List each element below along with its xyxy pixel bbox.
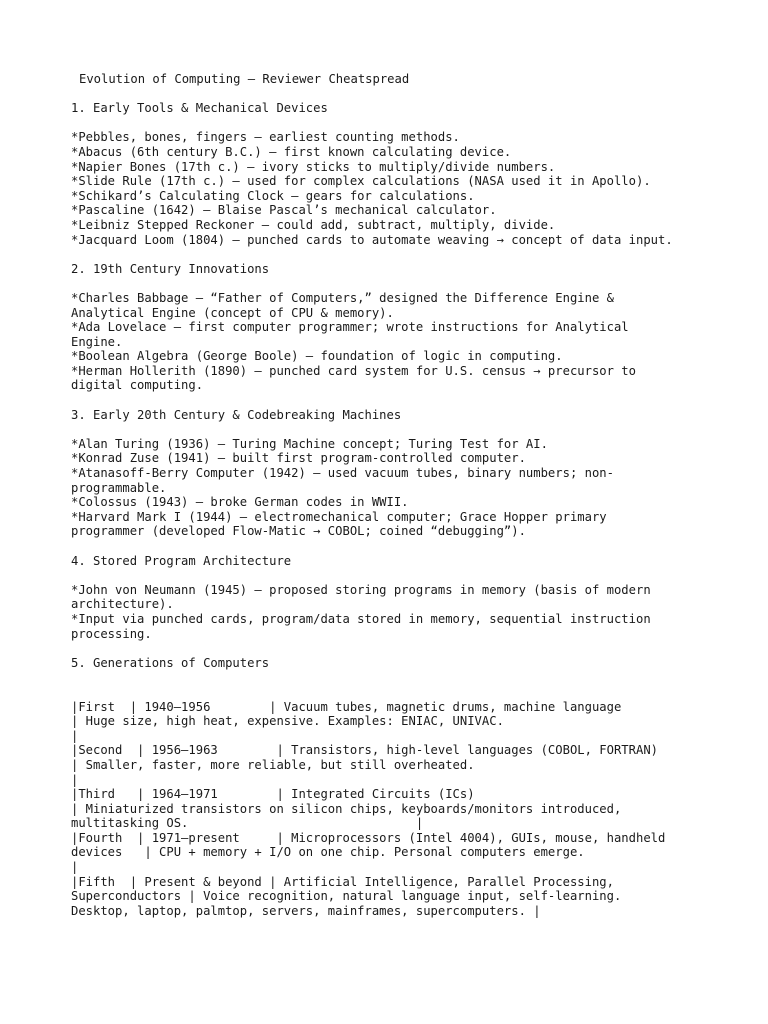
table-row: |First | 1940–1956 | Vacuum tubes, magnetic drums, machine language xyxy=(71,699,622,714)
table-row: | xyxy=(71,772,79,787)
list-item: programmable. xyxy=(71,480,167,495)
list-item: *Input via punched cards, program/data stored in memory, sequential instruction xyxy=(71,611,651,626)
table-row: Desktop, laptop, palmtop, servers, mainframes, supercomputers. | xyxy=(71,903,541,918)
table-row: | Smaller, faster, more reliable, but still overheated. xyxy=(71,757,475,772)
list-item: *Konrad Zuse (1941) – built first program-controlled computer. xyxy=(71,451,526,466)
list-item: *Colossus (1943) – broke German codes in WWII. xyxy=(71,495,409,510)
document-page xyxy=(71,72,751,918)
table-row: devices | CPU + memory + I/O on one chip. Personal computers emerge. xyxy=(71,845,585,860)
table-row: | Miniaturized transistors on silicon chips, keyboards/monitors introduced, xyxy=(71,801,622,816)
table-row: | xyxy=(71,728,79,743)
list-item: *Atanasoff-Berry Computer (1942) – used vacuum tubes, binary numbers; non- xyxy=(71,466,614,481)
list-item: architecture). xyxy=(71,597,174,612)
list-item: Engine. xyxy=(71,334,123,349)
table-row: |Second | 1956–1963 | Transistors, high-level languages (COBOL, FORTRAN) xyxy=(71,743,658,758)
list-item: processing. xyxy=(71,626,152,641)
list-item: programmer (developed Flow-Matic → COBOL; coined “debugging”). xyxy=(71,524,526,539)
section-heading-stored-program: 4. Stored Program Architecture xyxy=(71,553,292,568)
section-heading-19th-century: 2. 19th Century Innovations xyxy=(71,261,270,276)
table-row: Superconductors | Voice recognition, natural language input, self-learning. xyxy=(71,889,622,904)
list-item: *Napier Bones (17th c.) – ivory sticks to multiply/divide numbers. xyxy=(71,159,556,174)
list-item: *Charles Babbage – “Father of Computers,” designed the Difference Engine & xyxy=(71,290,614,305)
table-row: | xyxy=(71,860,79,875)
list-item: *Schikard’s Calculating Clock – gears for calculations. xyxy=(71,188,475,203)
list-item: *Slide Rule (17th c.) – used for complex calculations (NASA used it in Apollo). xyxy=(71,174,651,189)
list-item: *Jacquard Loom (1804) – punched cards to automate weaving → concept of data input. xyxy=(71,232,673,247)
list-item: *Leibniz Stepped Reckoner – could add, subtract, multiply, divide. xyxy=(71,217,556,232)
generations-table xyxy=(71,700,751,919)
list-item: *Ada Lovelace – first computer programmer; wrote instructions for Analytical xyxy=(71,320,629,335)
list-item: *John von Neumann (1945) – proposed storing programs in memory (basis of modern xyxy=(71,582,651,597)
list-item: *Alan Turing (1936) – Turing Machine concept; Turing Test for AI. xyxy=(71,436,548,451)
list-item: *Pascaline (1642) – Blaise Pascal’s mechanical calculator. xyxy=(71,203,497,218)
list-item: *Pebbles, bones, fingers – earliest counting methods. xyxy=(71,130,460,145)
list-item: *Boolean Algebra (George Boole) – foundation of logic in computing. xyxy=(71,349,563,364)
list-item: *Herman Hollerith (1890) – punched card system for U.S. census → precursor to xyxy=(71,363,636,378)
list-item: *Abacus (6th century B.C.) – first known calculating device. xyxy=(71,144,512,159)
section-heading-generations: 5. Generations of Computers xyxy=(71,655,270,670)
section-heading-early-tools: 1. Early Tools & Mechanical Devices xyxy=(71,101,328,116)
table-row: |Fourth | 1971–present | Microprocessors (Intel 4004), GUIs, mouse, handheld xyxy=(71,830,666,845)
table-row: |Fifth | Present & beyond | Artificial Intelligence, Parallel Processing, xyxy=(71,874,614,889)
section-heading-early-20th-century: 3. Early 20th Century & Codebreaking Machines xyxy=(71,407,402,422)
document-title: Evolution of Computing – Reviewer Cheatspread xyxy=(79,72,410,86)
list-item: *Harvard Mark I (1944) – electromechanical computer; Grace Hopper primary xyxy=(71,509,607,524)
table-row: multitasking OS. | xyxy=(71,816,424,831)
table-row: |Third | 1964–1971 | Integrated Circuits (ICs) xyxy=(71,787,475,802)
list-item: Analytical Engine (concept of CPU & memory). xyxy=(71,305,394,320)
table-row: | Huge size, high heat, expensive. Examples: ENIAC, UNIVAC. xyxy=(71,714,504,729)
list-item: digital computing. xyxy=(71,378,204,393)
